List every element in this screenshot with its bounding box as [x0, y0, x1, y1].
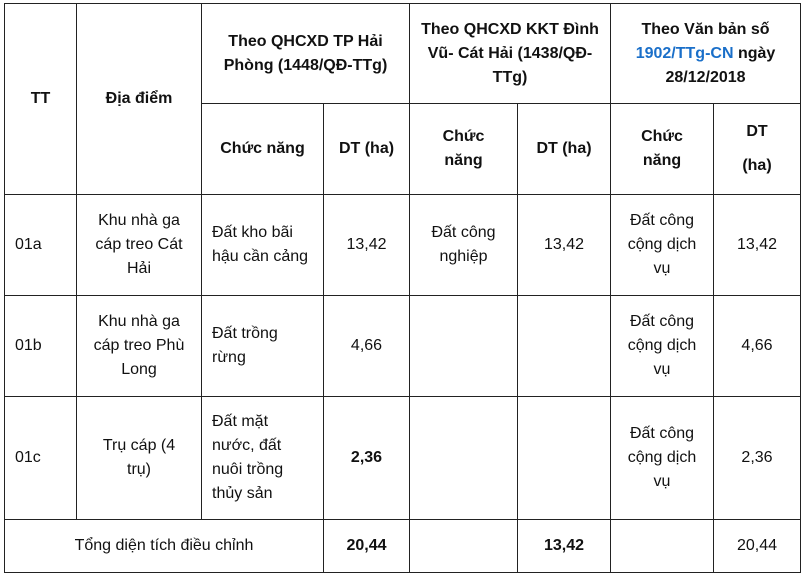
header-location: Địa điểm: [77, 4, 202, 195]
header-group-haiphong-text: Theo QHCXD TP Hải Phòng (1448/QĐ-TTg): [223, 32, 388, 74]
header-function-3: [611, 104, 714, 195]
total-area-3: 20,44: [714, 520, 801, 573]
row-function-2-text: Đất công nghiệp: [431, 224, 496, 265]
row-function-3-text: Đất công cộng dịch vụ: [627, 425, 697, 490]
row-function-3-text: Đất công cộng dịch vụ: [627, 212, 697, 277]
row-function-1-text: Đất trồng rừng: [212, 325, 278, 366]
row-function-3-text: Đất công cộng dịch vụ: [627, 313, 697, 378]
row-tt: 01b: [5, 296, 77, 397]
row-function-1-text: Đất kho bãi hậu cần cảng: [212, 224, 309, 265]
header-group-document-prefix: Theo Văn bản số: [641, 20, 770, 38]
row-area-2: [518, 296, 611, 397]
row-area-3: 2,36: [714, 397, 801, 520]
header-function-3-text: Chức năng: [641, 128, 683, 169]
header-group-document-text: [616, 18, 796, 90]
header-group-document-suffix: ngày 28/12/2018: [665, 44, 776, 86]
total-area-2: 13,42: [518, 520, 611, 573]
row-area-2: 13,42: [518, 195, 611, 296]
row-function-2: [410, 296, 518, 397]
total-row: [5, 520, 801, 573]
header-function-2-text: Chức năng: [442, 128, 485, 169]
header-area-3-text: DT (ha): [742, 123, 772, 174]
header-group-haiphong: [202, 4, 410, 104]
row-location-text: Khu nhà ga cáp treo Phù Long: [93, 313, 185, 378]
row-function-3: [611, 195, 714, 296]
row-function-3: [611, 296, 714, 397]
header-group-kkt: [410, 4, 611, 104]
header-group-kkt-text: Theo QHCXD KKT Đình Vũ- Cát Hải (1438/QĐ-TTg): [421, 20, 599, 86]
land-area-table: [4, 3, 801, 573]
row-area-1: 2,36: [324, 397, 410, 520]
row-function-2: [410, 397, 518, 520]
table-row: [5, 296, 801, 397]
row-location: [77, 195, 202, 296]
document-link[interactable]: 1902/TTg-CN: [635, 44, 734, 62]
total-function-3: [611, 520, 714, 573]
header-area-3: [714, 104, 801, 195]
header-tt: TT: [5, 4, 77, 195]
table-row: [5, 195, 801, 296]
row-location: [77, 397, 202, 520]
row-function-1: [202, 195, 324, 296]
total-label: Tổng diện tích điều chỉnh: [5, 520, 324, 573]
header-area-2: DT (ha): [518, 104, 611, 195]
header-area-1: DT (ha): [324, 104, 410, 195]
total-area-1: 20,44: [324, 520, 410, 573]
row-function-1: [202, 296, 324, 397]
row-area-1: 4,66: [324, 296, 410, 397]
header-group-document: [611, 4, 801, 104]
header-row-1: [5, 4, 801, 104]
row-function-2: [410, 195, 518, 296]
table-row: [5, 397, 801, 520]
row-tt: 01a: [5, 195, 77, 296]
row-area-3: 13,42: [714, 195, 801, 296]
header-function-1: Chức năng: [202, 104, 324, 195]
row-function-1: [202, 397, 324, 520]
header-function-2: [410, 104, 518, 195]
row-function-1-text: Đất mặt nước, đất nuôi trồng thủy sản: [212, 413, 284, 502]
row-function-3: [611, 397, 714, 520]
total-function-2: [410, 520, 518, 573]
row-area-1: 13,42: [324, 195, 410, 296]
row-location-text: Khu nhà ga cáp treo Cát Hải: [95, 212, 183, 277]
row-tt: 01c: [5, 397, 77, 520]
row-location-text: Trụ cáp (4 trụ): [102, 437, 176, 478]
row-area-3: 4,66: [714, 296, 801, 397]
row-location: [77, 296, 202, 397]
row-area-2: [518, 397, 611, 520]
